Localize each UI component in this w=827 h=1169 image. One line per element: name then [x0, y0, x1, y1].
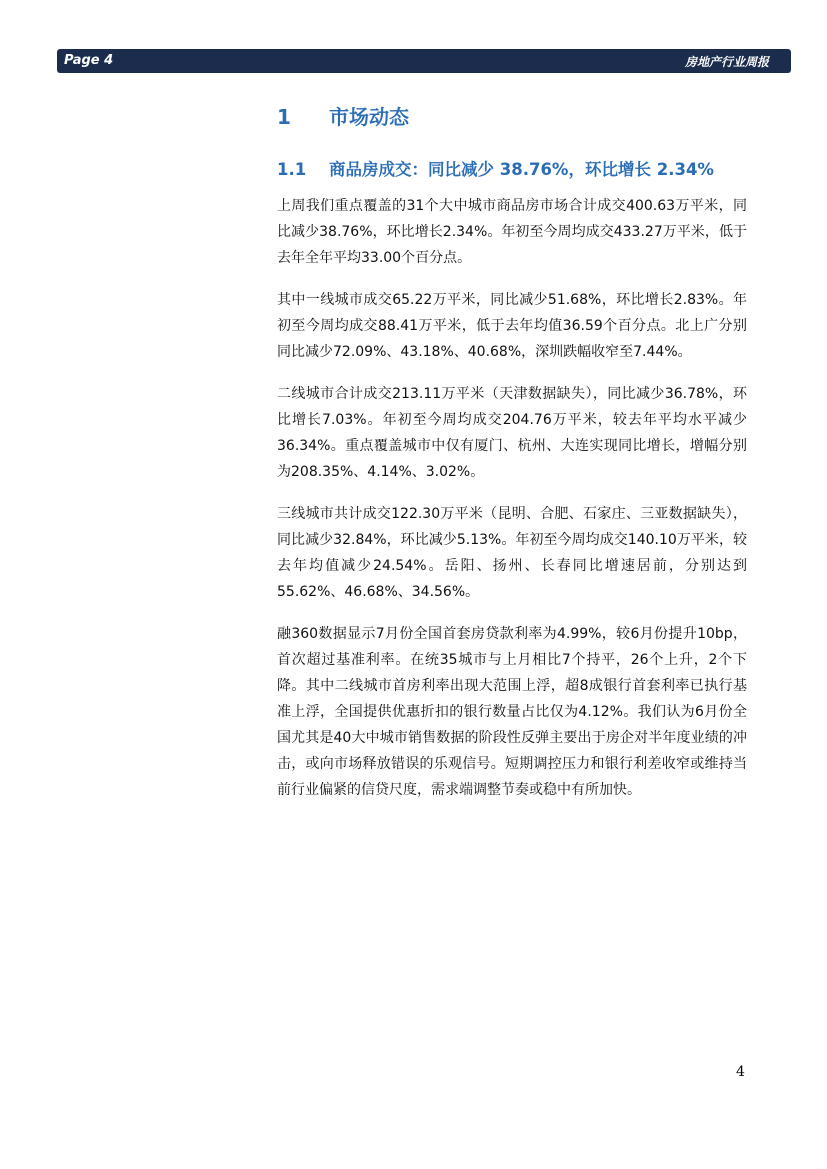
page-number: 4: [736, 1064, 745, 1080]
section-title: 市场动态: [329, 105, 409, 129]
paragraph-mortgage-rates: 融360数据显示7月份全国首套房贷款利率为4.99%，较6月份提升10bp，首次超过基准利率。在统35城市与上月相比7个持平，26个上升，2个下降。其中二线城市首房利率出现大范围上浮，超8成银行首套利率已执行基准上浮，全国提供优惠折扣的银行数量占比仅为4.12%。我们认为6月份全国尤其是40大中城市销售数据的阶段性反弹主要出于房企对半年度业绩的冲击，或向市场释放错误的乐观信号。短期调控压力和银行利差收窄或维持当前行业偏紧的信贷尺度，需求端调整节奏或稳中有所加快。: [277, 626, 747, 798]
section-number: 1: [277, 105, 291, 129]
section-heading: [277, 104, 409, 130]
paragraph-tier3-cities: 三线城市共计成交122.30万平米（昆明、合肥、石家庄、三亚数据缺失），同比减少32.84%，环比减少5.13%。年初至今周均成交140.10万平米，较去年均值减少24.54%。岳阳、扬州、长春同比增速居前，分别达到55.62%、46.68%、34.56%。: [277, 506, 747, 600]
body-content: [277, 193, 747, 819]
header-page-label: Page 4: [64, 53, 114, 68]
header-report-title: 房地产行业周报: [684, 55, 769, 69]
paragraph-tier2-cities: 二线城市合计成交213.11万平米（天津数据缺失），同比减少36.78%，环比增长7.03%。年初至今周均成交204.76万平米，较去年平均水平减少36.34%。重点覆盖城市中仅有厦门、杭州、大连实现同比增长，增幅分别为208.35%、4.14%、3.02%。: [277, 386, 747, 480]
subsection-heading: [277, 158, 714, 182]
subsection-number: 1.1: [277, 160, 307, 179]
paragraph-overview: 上周我们重点覆盖的31个大中城市商品房市场合计成交400.63万平米，同比减少38.76%，环比增长2.34%。年初至今周均成交433.27万平米，低于去年全年平均33.00个百分点。: [277, 198, 747, 266]
header-bar: [57, 49, 791, 73]
paragraph-tier1-cities: 其中一线城市成交65.22万平米，同比减少51.68%，环比增长2.83%。年初至今周均成交88.41万平米，低于去年均值36.59个百分点。北上广分别同比减少72.09%、43.18%、40.68%，深圳跌幅收窄至7.44%。: [277, 292, 747, 360]
subsection-title: 商品房成交：同比减少 38.76%，环比增长 2.34%: [329, 160, 714, 179]
